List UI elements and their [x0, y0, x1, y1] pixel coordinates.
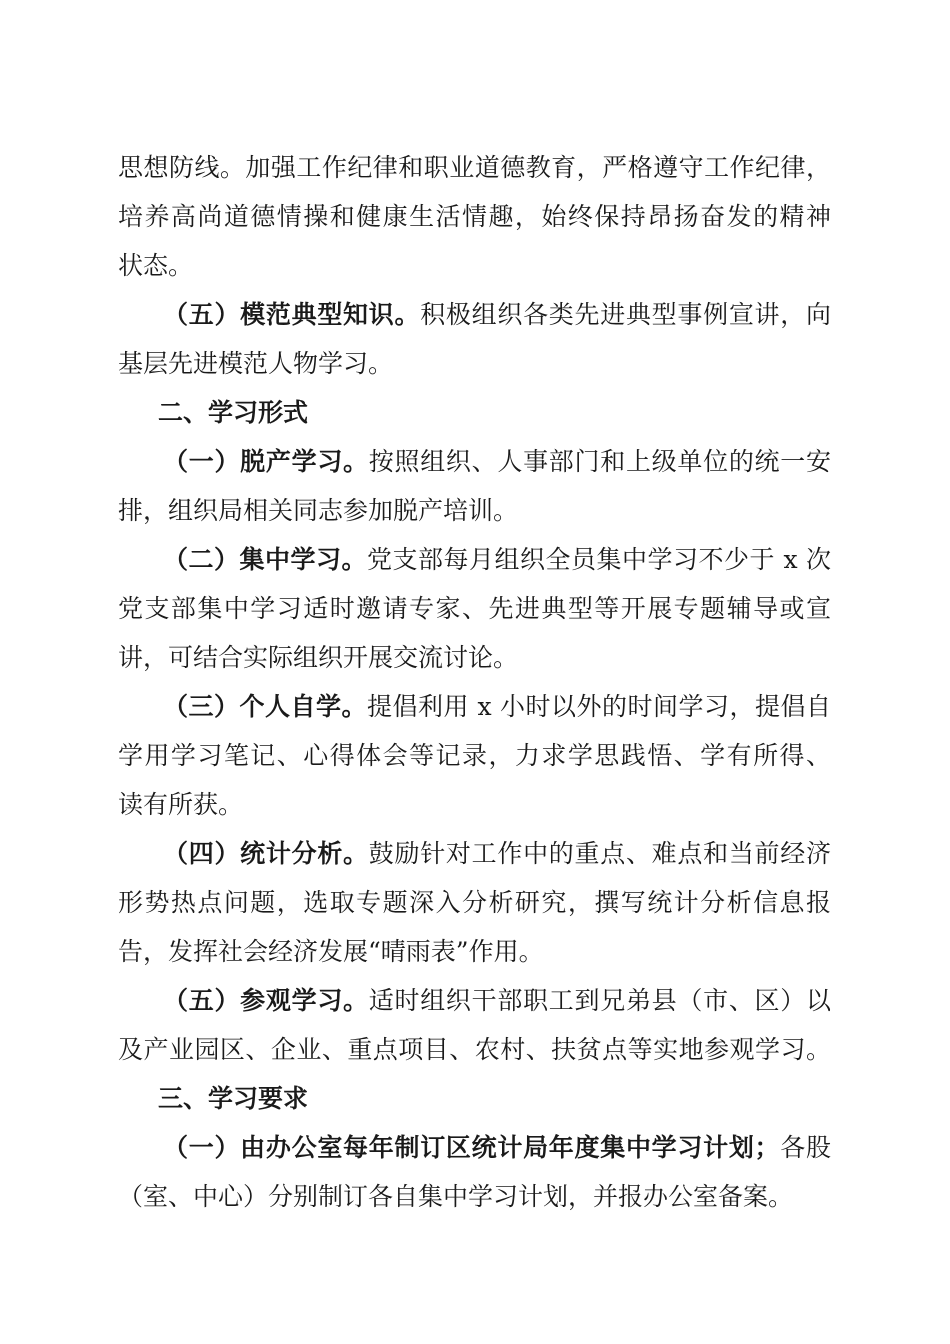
- text-line: 党支部集中学习适时邀请专家、先进典型等开展专题辅导或宣: [118, 594, 831, 623]
- item-text: 各股: [779, 1133, 831, 1162]
- text-line: [163, 542, 831, 578]
- item-text: 积极组织各类先进典型事例宣讲，向: [420, 300, 831, 329]
- text-line: 及产业园区、企业、重点项目、农村、扶贫点等实地参观学习。: [118, 1035, 831, 1064]
- text-line: 排，组织局相关同志参加脱产培训。: [118, 496, 519, 525]
- text-line: 学用学习笔记、心得体会等记录，力求学思践悟、学有所得、: [118, 741, 831, 770]
- item-label: （三）个人自学。: [163, 692, 367, 721]
- item-text: 党支部每月组织全员集中学习不少于 x 次: [367, 545, 831, 574]
- text-line: 告，发挥社会经济发展“晴雨表”作用。: [118, 937, 544, 966]
- text-line: [163, 444, 831, 480]
- text-line: 形势热点问题，选取专题深入分析研究，撰写统计分析信息报: [118, 888, 831, 917]
- text-line: 基层先进模范人物学习。: [118, 349, 394, 378]
- text-line: 状态。: [118, 251, 194, 280]
- text-line: 讲，可结合实际组织开展交流讨论。: [118, 643, 519, 672]
- text-line: [163, 836, 831, 872]
- item-text: 按照组织、人事部门和上级单位的统一安: [368, 447, 831, 476]
- text-line: [163, 297, 831, 333]
- text-line: [163, 983, 831, 1019]
- text-line: 读有所获。: [118, 790, 244, 819]
- item-text: 鼓励针对工作中的重点、难点和当前经济: [368, 839, 831, 868]
- item-text: 适时组织干部职工到兄弟县（市、区）以: [368, 986, 831, 1015]
- text-line: 培养高尚道德情操和健康生活情趣，始终保持昂扬奋发的精神: [118, 202, 831, 231]
- item-label: （五）模范典型知识。: [163, 300, 421, 329]
- section-heading: 三、学习要求: [158, 1084, 309, 1113]
- text-line: [163, 1130, 831, 1166]
- section-heading: 二、学习形式: [158, 398, 309, 427]
- item-label: （五）参观学习。: [163, 986, 369, 1015]
- item-label: （一）由办公室每年制订区统计局年度集中学习计划；: [163, 1133, 780, 1162]
- item-label: （四）统计分析。: [163, 839, 369, 868]
- text-line: [163, 689, 831, 725]
- item-label: （二）集中学习。: [163, 545, 367, 574]
- text-line: （室、中心）分别制订各自集中学习计划，并报办公室备案。: [118, 1182, 794, 1211]
- item-text: 提倡利用 x 小时以外的时间学习，提倡自: [367, 692, 831, 721]
- text-line: 思想防线。加强工作纪律和职业道德教育，严格遵守工作纪律，: [118, 153, 831, 182]
- item-label: （一）脱产学习。: [163, 447, 369, 476]
